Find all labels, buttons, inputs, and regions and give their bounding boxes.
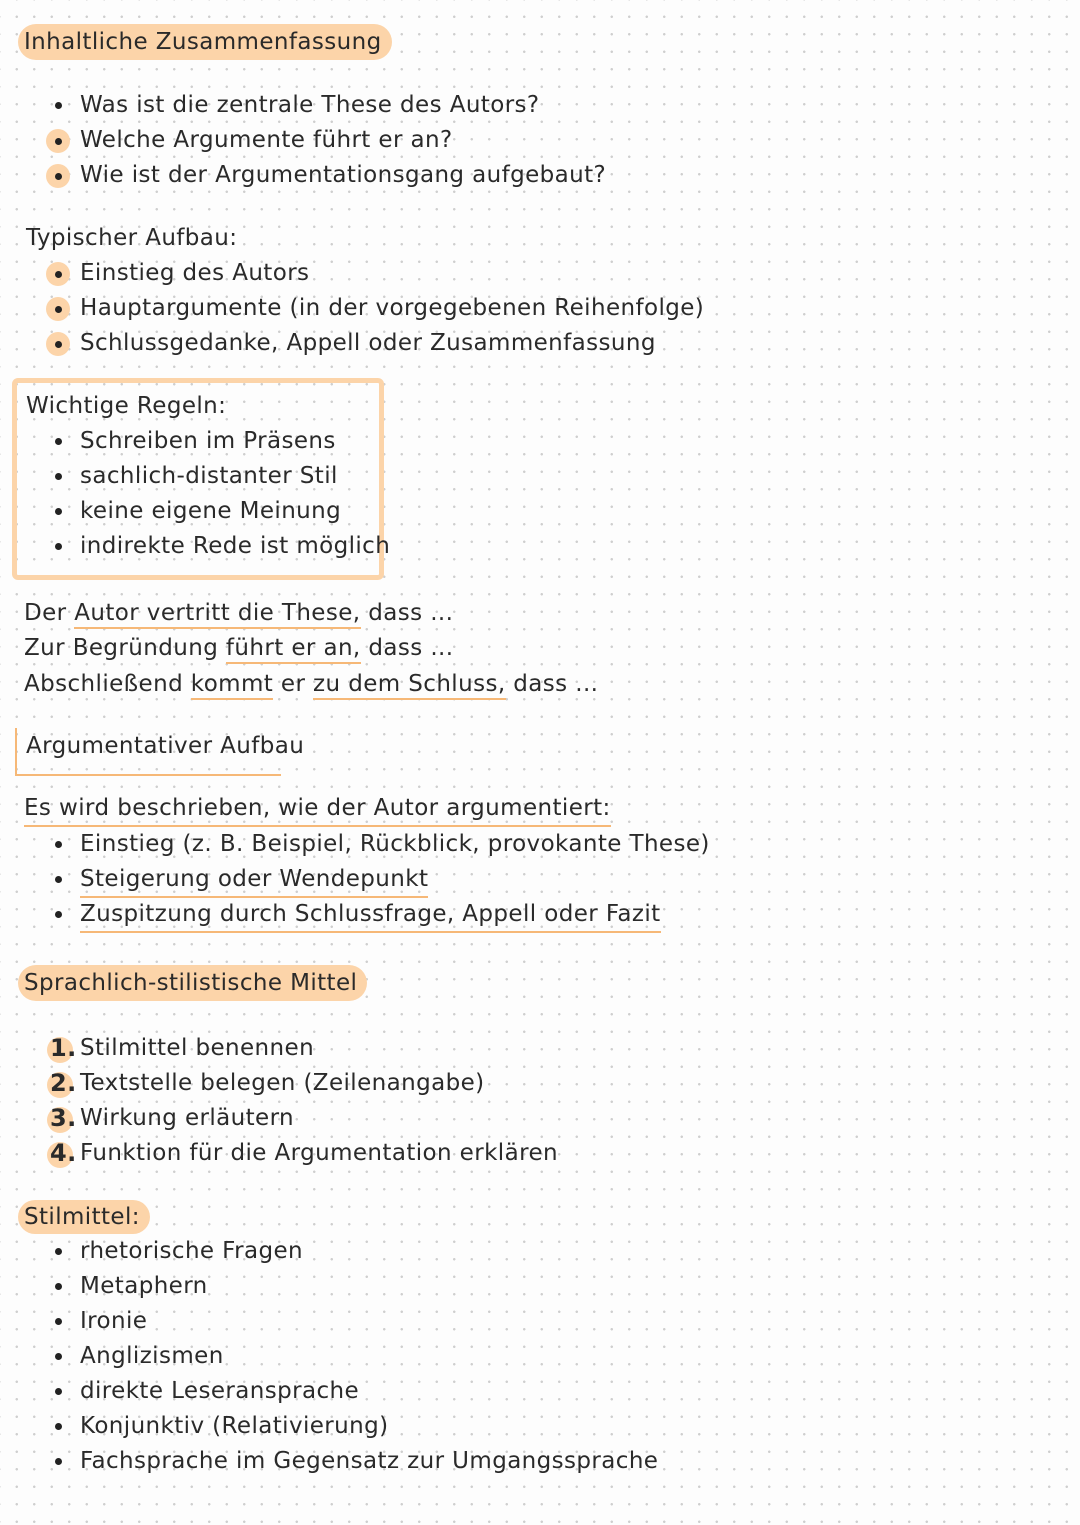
bullet bbox=[55, 1318, 62, 1325]
list-item: Zuspitzung durch Schlussfrage, Appell oder Fazit bbox=[80, 897, 661, 933]
bullet-highlight bbox=[46, 129, 70, 153]
bullet bbox=[55, 911, 62, 918]
list-item: Steigerung oder Wendepunkt bbox=[80, 862, 428, 898]
list-item: rhetorische Fragen bbox=[80, 1238, 304, 1264]
bullet bbox=[55, 1353, 62, 1360]
step-number: 3. bbox=[50, 1104, 77, 1132]
list-item: Was ist die zentrale These des Autors? bbox=[80, 92, 540, 118]
heading-stilmittel: Stilmittel: bbox=[18, 1200, 150, 1234]
bullet bbox=[55, 438, 62, 445]
step-text: Stilmittel benennen bbox=[80, 1035, 315, 1061]
heading-underline bbox=[15, 774, 281, 776]
bullet bbox=[55, 508, 62, 515]
step-number: 1. bbox=[50, 1034, 77, 1062]
list-item: indirekte Rede ist möglich bbox=[80, 533, 391, 559]
list-item: Fachsprache im Gegensatz zur Umgangssprache bbox=[80, 1448, 659, 1474]
list-item: Anglizismen bbox=[80, 1343, 224, 1369]
subheading-typischer-aufbau: Typischer Aufbau: bbox=[26, 225, 238, 251]
bullet bbox=[55, 841, 62, 848]
step-number: 2. bbox=[50, 1069, 77, 1097]
phrase-text: Zur Begründung bbox=[24, 635, 226, 661]
list-item: keine eigene Meinung bbox=[80, 498, 342, 524]
bullet bbox=[55, 543, 62, 550]
subheading-wichtige-regeln: Wichtige Regeln: bbox=[26, 393, 227, 419]
step-number: 4. bbox=[50, 1139, 77, 1167]
bullet bbox=[55, 102, 62, 109]
phrase-text: dass ... bbox=[505, 671, 599, 697]
phrase-text: Der bbox=[24, 600, 75, 626]
heading-inhaltliche-zusammenfassung: Inhaltliche Zusammenfassung bbox=[18, 24, 392, 60]
list-item: Hauptargumente (in der vorgegebenen Reihenfolge) bbox=[80, 295, 705, 321]
bullet-highlight bbox=[46, 164, 70, 188]
phrase-text: dass ... bbox=[360, 600, 454, 626]
list-item: direkte Leseransprache bbox=[80, 1378, 360, 1404]
list-item: Konjunktiv (Relativierung) bbox=[80, 1413, 389, 1439]
bullet bbox=[55, 1283, 62, 1290]
list-item: Metaphern bbox=[80, 1273, 208, 1299]
intro-text: Es wird beschrieben, wie der Autor argumentiert: bbox=[24, 791, 611, 827]
list-item: sachlich-distanter Stil bbox=[80, 463, 338, 489]
bullet-highlight bbox=[46, 332, 70, 356]
bullet bbox=[55, 473, 62, 480]
bullet bbox=[55, 1458, 62, 1465]
list-item: Schreiben im Präsens bbox=[80, 428, 336, 454]
bullet-highlight bbox=[46, 262, 70, 286]
list-item: Ironie bbox=[80, 1308, 148, 1334]
step-text: Wirkung erläutern bbox=[80, 1105, 295, 1131]
step-text: Funktion für die Argumentation erklären bbox=[80, 1140, 558, 1166]
list-item: Schlussgedanke, Appell oder Zusammenfassung bbox=[80, 330, 656, 356]
list-item: Einstieg des Autors bbox=[80, 260, 310, 286]
list-item: Welche Argumente führt er an? bbox=[80, 127, 453, 153]
bullet bbox=[55, 1248, 62, 1255]
phrase-underlined: Autor vertritt die These, bbox=[74, 600, 360, 629]
bullet bbox=[55, 876, 62, 883]
phrase-line bbox=[24, 667, 598, 702]
heading-sprachlich-stilistische-mittel: Sprachlich-stilistische Mittel bbox=[18, 965, 367, 1001]
phrase-underlined: zu dem Schluss, bbox=[313, 671, 506, 700]
phrase-text: dass ... bbox=[360, 635, 454, 661]
bullet-highlight bbox=[46, 297, 70, 321]
step-text: Textstelle belegen (Zeilenangabe) bbox=[80, 1070, 485, 1096]
phrase-text: Abschließend bbox=[24, 671, 191, 697]
bullet bbox=[55, 1423, 62, 1430]
list-item: Wie ist der Argumentationsgang aufgebaut? bbox=[80, 162, 607, 188]
phrase-underlined: führt er an, bbox=[226, 635, 361, 664]
heading-argumentativer-aufbau: Argumentativer Aufbau bbox=[26, 733, 305, 759]
list-item: Einstieg (z. B. Beispiel, Rückblick, provokante These) bbox=[80, 831, 710, 857]
phrase-text: er bbox=[273, 671, 314, 697]
bullet bbox=[55, 1388, 62, 1395]
phrase-underlined: kommt bbox=[191, 671, 273, 700]
phrase-line bbox=[24, 631, 453, 666]
phrase-line bbox=[24, 596, 453, 631]
heading-bracket bbox=[15, 728, 17, 776]
